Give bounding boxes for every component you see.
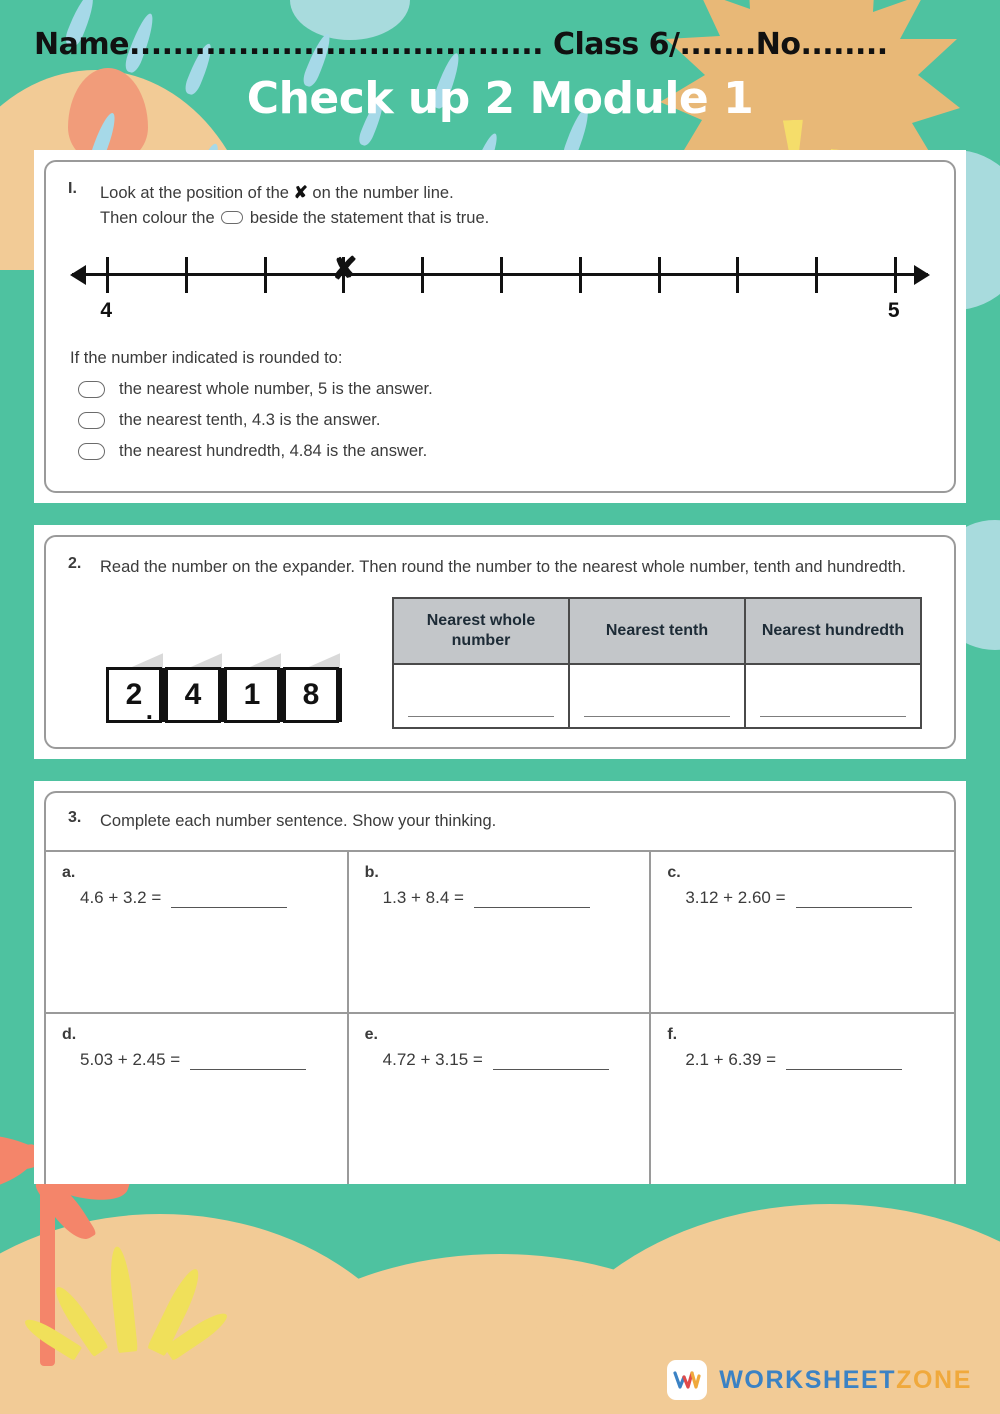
cell-letter: b.: [364, 864, 379, 881]
number-line-tick: [579, 257, 582, 293]
expander-digit-card: 4: [165, 667, 221, 723]
choice-row-0[interactable]: [78, 380, 932, 399]
number-line-tick: [658, 257, 661, 293]
question-2-body: [68, 597, 932, 729]
question-3-number: 3.: [68, 809, 82, 827]
expander-card-unit: [224, 667, 280, 723]
number-line-tick: [500, 257, 503, 293]
question-2-sheet: [34, 525, 966, 760]
brand-name: [719, 1366, 972, 1395]
rounding-table-header: Nearest tenth: [569, 598, 745, 664]
cell-letter: f.: [667, 1026, 678, 1043]
worksheet-header: [0, 0, 1000, 124]
choice-oval-icon[interactable]: [78, 443, 105, 460]
question-2-prompt: [68, 555, 932, 580]
rounding-table-answer-cell[interactable]: [569, 664, 745, 728]
rounding-table-answer-row: [393, 664, 921, 728]
answer-line: [408, 716, 554, 717]
question-1-text: [100, 180, 489, 231]
answer-blank[interactable]: [796, 886, 912, 908]
rounding-table-header: Nearest hundredth: [745, 598, 921, 664]
answer-line: [584, 716, 730, 717]
rounding-table-header-row: [393, 598, 921, 664]
decimal-point: .: [145, 694, 153, 725]
q1-line2-after: beside the statement that is true.: [249, 208, 490, 227]
number-line-start-label: 4: [100, 298, 113, 322]
question-2-number: 2.: [68, 554, 82, 572]
question-3-cell-b[interactable]: [349, 852, 652, 1014]
expander-card-unit: [106, 667, 162, 723]
q1-line1-after: on the number line.: [312, 184, 454, 202]
q1-line2-before: Then colour the: [100, 208, 215, 227]
question-2-text: Read the number on the expander. Then round the number to the nearest whole number, tenth and hundredth.: [100, 557, 907, 576]
cell-letter: c.: [667, 864, 681, 881]
answer-blank[interactable]: [190, 1048, 306, 1070]
question-2-panel: [44, 535, 956, 750]
question-3-prompt: [46, 793, 954, 852]
equation-text: 1.3 + 8.4 =: [382, 888, 464, 907]
number-line-tick: [815, 257, 818, 293]
choice-label: the nearest tenth, 4.3 is the answer.: [119, 410, 381, 429]
number-line-x-marker: ✘: [331, 250, 358, 286]
cell-letter: e.: [364, 1026, 378, 1043]
question-1-number: I.: [68, 180, 77, 197]
number-line-tick: [894, 257, 897, 293]
question-3-cell-d[interactable]: [46, 1014, 349, 1184]
choice-oval-icon[interactable]: [78, 381, 105, 398]
number-line: [72, 247, 928, 333]
question-3-cell-c[interactable]: [651, 852, 954, 1014]
number-line-end-label: 5: [887, 298, 900, 322]
question-1-choices: [68, 380, 932, 461]
answer-line: [760, 716, 906, 717]
question-1-panel: [44, 160, 956, 493]
cell-equation-row: [383, 886, 634, 908]
equation-text: 4.72 + 3.15 =: [382, 1050, 483, 1069]
cell-equation-row: [80, 886, 331, 908]
cell-letter: d.: [62, 1026, 77, 1043]
cell-letter: a.: [62, 864, 76, 881]
number-line-tick: [264, 257, 267, 293]
choice-row-2[interactable]: [78, 442, 932, 461]
rounding-table-answer-cell[interactable]: [745, 664, 921, 728]
question-3-panel: [44, 791, 956, 1184]
x-mark-icon: ✘: [293, 183, 308, 202]
question-3-grid: [46, 852, 954, 1184]
cell-equation-row: [685, 1048, 938, 1070]
number-line-tick: [106, 257, 109, 293]
question-3-cell-f[interactable]: [651, 1014, 954, 1184]
brand-name-part1: WORKSHEET: [719, 1365, 897, 1394]
question-1-subprompt: If the number indicated is rounded to:: [70, 348, 343, 367]
equation-text: 3.12 + 2.60 =: [685, 888, 786, 907]
question-3-cell-e[interactable]: [349, 1014, 652, 1184]
question-1-sheet: [34, 150, 966, 503]
answer-blank[interactable]: [786, 1048, 902, 1070]
equation-text: 4.6 + 3.2 =: [80, 888, 162, 907]
arrow-right-icon: [914, 265, 930, 285]
rounding-table-answer-cell[interactable]: [393, 664, 569, 728]
question-1-prompt: [68, 180, 932, 231]
number-line-tick: [185, 257, 188, 293]
expander-digit-card: 8: [283, 667, 339, 723]
cell-equation-row: [383, 1048, 634, 1070]
q1-line1-before: Look at the position of the: [100, 184, 289, 202]
expander-card-flap-icon: [306, 653, 340, 668]
name-class-no-line: Name...................................... Class 6/.......No........: [34, 27, 888, 62]
expander-digit-card: 1: [224, 667, 280, 723]
question-3-text: Complete each number sentence. Show your thinking.: [100, 812, 497, 831]
rounding-table: [392, 597, 922, 729]
answer-blank[interactable]: [493, 1048, 609, 1070]
equation-text: 2.1 + 6.39 =: [685, 1050, 777, 1069]
oval-bubble-icon: [221, 211, 243, 224]
number-line-tick: [421, 257, 424, 293]
page-title: Check up 2 Module 1: [246, 73, 754, 124]
expander-card-flap-icon: [129, 653, 163, 668]
choice-oval-icon[interactable]: [78, 412, 105, 429]
arrow-left-icon: [70, 265, 86, 285]
number-expander: [68, 667, 342, 729]
choice-label: the nearest hundredth, 4.84 is the answer.: [119, 441, 428, 460]
answer-blank[interactable]: [474, 886, 590, 908]
expander-card-flap-icon: [247, 653, 281, 668]
rounding-table-header: Nearest whole number: [393, 598, 569, 664]
question-3-sheet: [34, 781, 966, 1184]
worksheet-zone-logo-icon: [667, 1360, 707, 1400]
expander-card-flap-icon: [188, 653, 222, 668]
number-line-tick: [736, 257, 739, 293]
equation-text: 5.03 + 2.45 =: [80, 1050, 181, 1069]
expander-card-unit: [165, 667, 221, 723]
worksheet-zone-watermark: [667, 1360, 972, 1400]
question-3-cell-a[interactable]: [46, 852, 349, 1014]
cell-equation-row: [80, 1048, 331, 1070]
choice-label: the nearest whole number, 5 is the answer.: [119, 379, 433, 398]
expander-digit-card: 2 .: [106, 667, 162, 723]
cell-equation-row: [685, 886, 938, 908]
expander-card-unit: [283, 667, 339, 723]
brand-name-part2: ZONE: [896, 1365, 972, 1394]
choice-row-1[interactable]: [78, 411, 932, 430]
answer-blank[interactable]: [171, 886, 287, 908]
